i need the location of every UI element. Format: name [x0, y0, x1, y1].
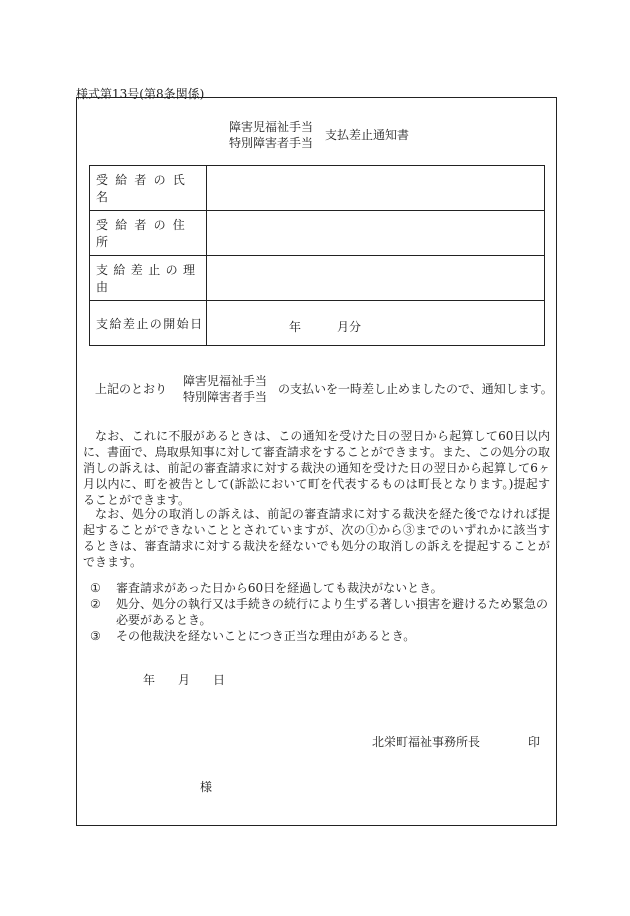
list-item [90, 596, 550, 628]
issue-date-month: 月 [178, 673, 191, 687]
condition-number: ③ [90, 629, 101, 643]
issuer-name: 北栄町福祉事務所長 [372, 735, 481, 749]
recipient-name-value [207, 166, 545, 211]
form-number: 様式第13号(第8条関係) [76, 87, 205, 101]
notice-prefix: 上記のとおり [95, 382, 168, 396]
table-row [90, 166, 545, 211]
suspension-start-value [207, 301, 545, 346]
recipient-honorific: 様 [200, 780, 213, 794]
recipient-address-value [207, 211, 545, 256]
list-item [90, 580, 550, 596]
table-row [90, 256, 545, 301]
recipient-address-label: 受給者の住所 [90, 211, 207, 256]
condition-text: 審査請求があった日から60日を経過しても裁決がないとき。 [116, 581, 443, 595]
notice-suffix: の支払いを一時差し止めましたので、通知します。 [278, 382, 553, 396]
start-date-month: 月分 [337, 320, 362, 334]
condition-text: その他裁決を経ないことにつき正当な理由があるとき。 [116, 629, 416, 643]
seal-mark: 印 [528, 735, 541, 749]
document-title: 支払差止通知書 [325, 128, 410, 142]
condition-number: ② [90, 597, 101, 611]
condition-number: ① [90, 581, 101, 595]
issue-date-day: 日 [213, 673, 226, 687]
title-allowance-2: 特別障害者手当 [229, 136, 314, 150]
recipient-name-label: 受給者の氏名 [90, 166, 207, 211]
start-date-year: 年 [289, 320, 302, 334]
appeal-paragraph-2: なお、処分の取消しの訴えは、前記の審査請求に対する裁決を経た後でなければ提起することができないこととされていますが、次の①から③までのいずれかに該当するときは、審査請求に対する裁決を経ないでも処分の取消しの訴えを提起することができます。 [83, 507, 550, 569]
appeal-paragraph-1: なお、これに不服があるときは、この通知を受けた日の翌日から起算して60日以内に、書面で、鳥取県知事に対して審査請求をすることができます。また、この処分の取消しの訴えは、前記の審査請求に対する裁決の通知を受けた日の翌日から起算して6ヶ月以内に、町を被告として(訴訟において町を代表するものは町長となります。)提起することができます。 [83, 429, 550, 507]
title-allowance-1: 障害児福祉手当 [229, 120, 314, 134]
list-item [90, 628, 550, 644]
conditions-list [90, 580, 550, 644]
table-row [90, 211, 545, 256]
suspension-reason-value [207, 256, 545, 301]
recipient-info-table [89, 165, 545, 346]
notice-allowance-1: 障害児福祉手当 [183, 374, 268, 388]
condition-text: 処分、処分の執行又は手続きの続行により生ずる著しい損害を避けるため緊急の必要があるとき。 [116, 597, 549, 627]
suspension-reason-label: 支給差止の理由 [90, 256, 207, 301]
issue-date-year: 年 [143, 673, 156, 687]
suspension-start-label: 支給差止の開始日 [90, 301, 207, 346]
notice-allowance-2: 特別障害者手当 [183, 390, 268, 404]
table-row [90, 301, 545, 346]
